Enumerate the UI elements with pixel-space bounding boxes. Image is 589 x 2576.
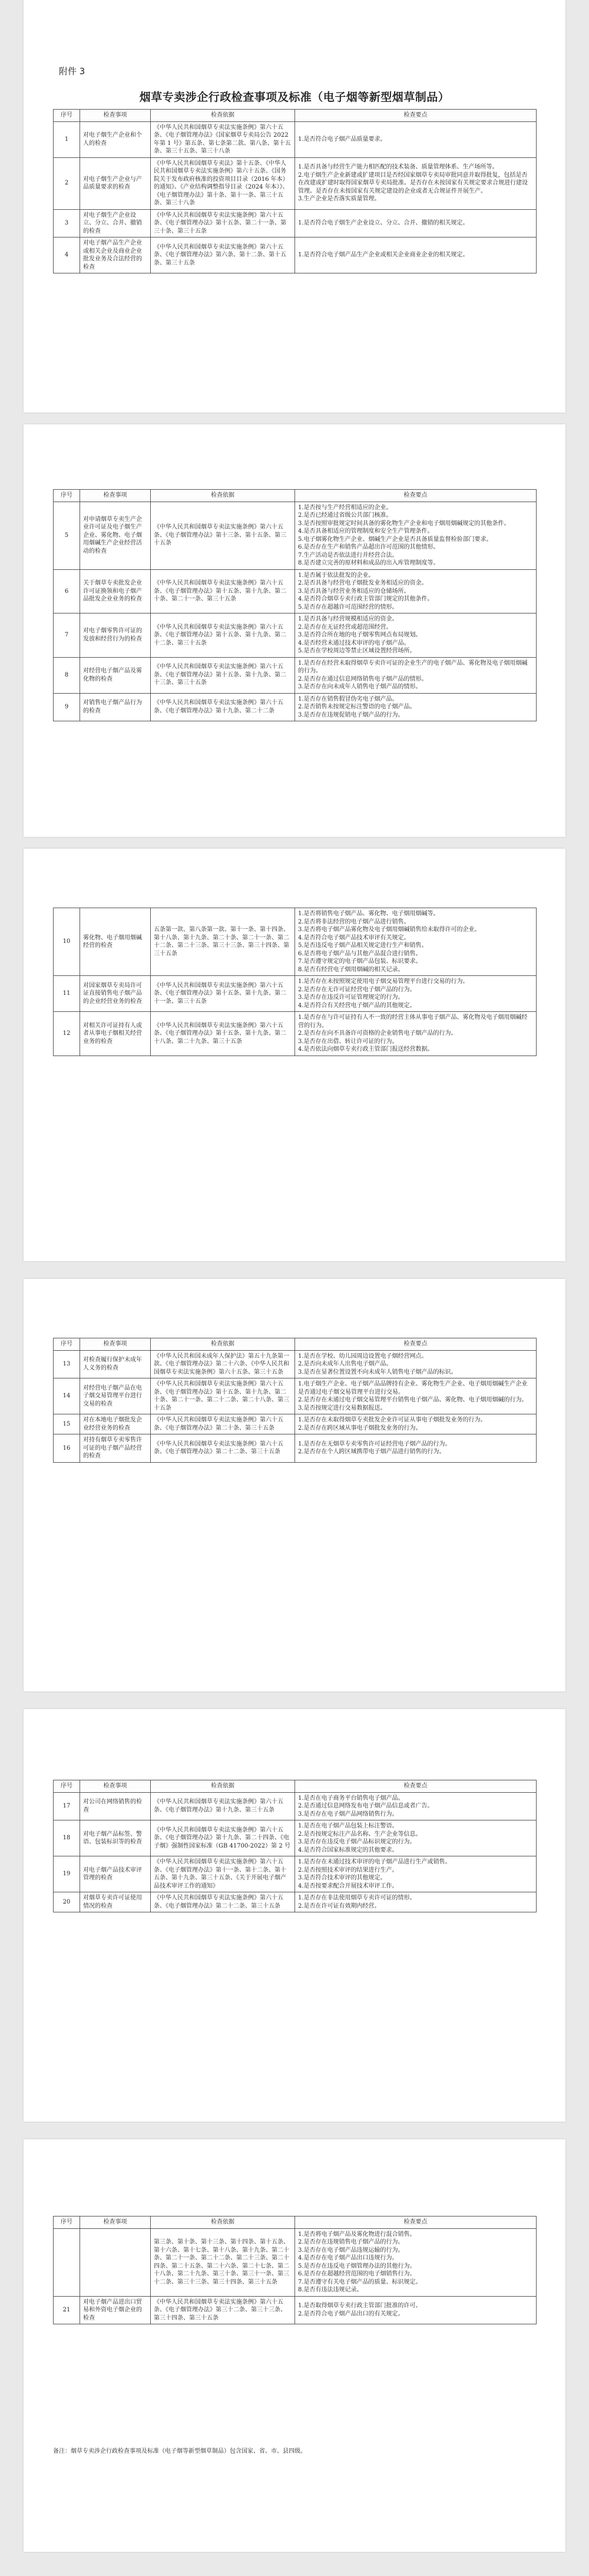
inspection-item: 对电子烟生产企业与产品质量要求的检查 <box>80 157 151 209</box>
inspection-point: 3.是否存在违反许可证管理规定的行为。 <box>298 994 404 1001</box>
inspection-point: 7.是否遵守规定的电子烟产品包装、标识要求。 <box>298 958 422 965</box>
header-points: 检查要点 <box>295 1338 537 1351</box>
inspection-point: 2.电子烟生产企业新建或扩建项目是否经国家烟草专卖局审批同意并取得批复，包括是否在改建或扩建时取得国家烟草专卖局批准。是否存在未按国家有关规定要求合规进行建设管理。是否存在未按国家有关规定建设的企业或者无合规证件开展生产。 <box>298 171 528 194</box>
inspection-basis: 《中华人民共和国烟草专卖法实施条例》第六十五条、《电子烟管理办法》第十五条、第十九条、第二十一条、第三十五条 <box>151 976 295 1012</box>
inspection-table <box>53 1780 537 1912</box>
inspection-points <box>295 121 537 157</box>
inspection-item: 对国家烟草专卖局许可证直接销售电子烟产品的企业经营业务的检查 <box>80 976 151 1012</box>
header-basis: 检查依据 <box>151 110 295 122</box>
inspection-point: 2.是否存在违规销售电子烟产品的行为。 <box>298 2239 404 2245</box>
inspection-point: 3.是否将电子烟产品雾化物及电子烟用烟碱销售给未取得许可的企业。 <box>298 926 481 933</box>
inspection-item: 对烟草专卖许可证使用情况的检查 <box>80 1892 151 1912</box>
inspection-point: 2.是否向未成年人出售电子烟产品。 <box>298 1361 392 1367</box>
attachment-label: 附件 3 <box>59 66 85 77</box>
table-row <box>54 1414 537 1434</box>
inspection-item: 对电子烟产品技术审评管理的检查 <box>80 1856 151 1892</box>
header-no: 序号 <box>54 110 80 122</box>
inspection-point: 2.是否具备与经营电子烟批发业务相适应的资金。 <box>298 580 428 586</box>
inspection-basis: 《中华人民共和国烟草专卖法实施条例》第六十五条、《电子烟管理办法》第六条、第十二条、第十五条、第三十五条 <box>151 238 295 273</box>
table-row <box>54 209 537 238</box>
inspection-item: 对经营电子烟产品在电子烟交易管理平台进行交易的检查 <box>80 1378 151 1414</box>
inspection-points <box>295 976 537 1012</box>
inspection-point: 5.是否在学校周边等禁止区域设置经营场所。 <box>298 648 416 654</box>
inspection-basis: 五条第一款、第八条第一款、第十一条、第十四条、第十八条、第十九条、第二十条、第二十一条、第二十二条、第二十三条、第三十三条、第三十四条、第三十五条 <box>151 908 295 976</box>
inspection-point: 1.是否存在经营未取得烟草专卖许可证的企业生产的电子烟产品、雾化物及电子烟用烟碱的行为。 <box>298 659 528 674</box>
inspection-points <box>295 1350 537 1378</box>
inspection-points <box>295 209 537 238</box>
table-row <box>54 157 537 209</box>
inspection-point: 3.生产企业是否落实质量管理。 <box>298 196 380 203</box>
inspection-basis: 《中华人民共和国烟草专卖法实施条例》第六十五条、《电子烟管理办法》《国家烟草专卖局公告 2022 年第 1 号》第五条、第七条第二款、第八条、第十五条、第三十五条、第三十八条 <box>151 121 295 157</box>
inspection-points <box>295 569 537 614</box>
inspection-point: 6.是否存在生产和销售产品超出许可范围的其他情形。 <box>298 544 439 550</box>
inspection-point: 3.是否存在电子烟产品违规运输的行为。 <box>298 2247 404 2254</box>
table-row <box>54 1856 537 1892</box>
inspection-point: 2.是否存在个人跨区域携带电子烟产品进行销售的行为。 <box>298 1449 445 1456</box>
inspection-point: 6.是否存在超越经营范围的电子烟销售行为。 <box>298 2271 416 2277</box>
inspection-point: 2.是否符合电子烟产品出口的有关规定。 <box>298 2310 404 2317</box>
inspection-point: 3.是否存在出借、转让许可证的行为。 <box>298 1038 398 1045</box>
header-item: 检查事项 <box>80 490 151 502</box>
row-number: 15 <box>54 1414 80 1434</box>
inspection-point: 5.是否存在违反电子烟管理办法的其他行为。 <box>298 2262 416 2270</box>
inspection-basis: 《中华人民共和国烟草专卖法实施条例》第六十五条、《电子烟管理办法》第十九条、第二十二条 <box>151 693 295 721</box>
table-row <box>54 693 537 721</box>
inspection-point: 2.是否存在未通过电子烟交易管理平台销售电子烟产品、雾化物、电子烟用烟碱的行为。 <box>298 1397 528 1403</box>
inspection-point: 2.是否在许可证有效期内经营。 <box>298 1902 380 1909</box>
inspection-basis: 《中华人民共和国烟草专卖法实施条例》第六十五条、《电子烟管理办法》第三十二条、第三十三条、第三十四条、第三十五条 <box>151 2296 295 2324</box>
row-number: 17 <box>54 1792 80 1820</box>
inspection-item: 对公司在网络销售的检查 <box>80 1792 151 1820</box>
inspection-point: 8.是否建立完善的原材料和成品的出入库管理制度等。 <box>298 560 439 566</box>
table-row <box>54 502 537 569</box>
inspection-item: 对在本地电子烟批发企业经营业务的检查 <box>80 1414 151 1434</box>
inspection-point: 3.是否存在违反电子烟产品标识规定的行为。 <box>298 1839 416 1845</box>
inspection-point: 1.是否存在销售假冒伪劣电子烟产品。 <box>298 695 398 702</box>
inspection-point: 1.是否属于依法批发的企业。 <box>298 572 375 579</box>
table-row <box>54 1792 537 1820</box>
inspection-item: 对电子烟生产企业设立、分立、合并、撤销的检查 <box>80 209 151 238</box>
inspection-table <box>53 1338 537 1463</box>
row-number: 21 <box>54 2296 80 2324</box>
inspection-point: 1.是否符合电子烟产品生产企业或相关企业商业企业的相关规定。 <box>298 252 469 259</box>
inspection-point: 4.是否按要求配合开展技术审评工作。 <box>298 1882 398 1889</box>
inspection-point: 2.是否按规定标注产品名称、生产企业等信息。 <box>298 1830 422 1838</box>
inspection-basis: 《中华人民共和国烟草专卖法实施条例》第六十五条、《电子烟管理办法》第二十条、第三十五条 <box>151 1414 295 1434</box>
inspection-point: 4.是否存在电子烟产品出口违规行为。 <box>298 2255 398 2261</box>
table-row <box>54 657 537 693</box>
inspection-point: 1.是否存在与许可证持有人不一致的经营主体从事电子烟产品、雾化物及电子烟用烟碱经营的行为。 <box>298 1014 528 1029</box>
row-number: 18 <box>54 1820 80 1856</box>
inspection-basis: 《中华人民共和国烟草专卖法实施条例》第六十五条、《电子烟管理办法》第二十二条、第三十五条 <box>151 1434 295 1463</box>
inspection-point: 1.是否符合电子烟产品质量要求。 <box>298 136 386 143</box>
row-number: 19 <box>54 1856 80 1892</box>
table-row <box>54 1378 537 1414</box>
inspection-basis: 《中华人民共和国烟草专卖法实施条例》第六十五条、《电子烟管理办法》第二十二条、第三十五条 <box>151 1892 295 1912</box>
inspection-basis: 《中华人民共和国未成年人保护法》第五十九条第一款、《电子烟管理办法》第二十六条、《中华人民共和国烟草专卖法实施条例》第六十五条、第三十五条 <box>151 1350 295 1378</box>
row-number: 1 <box>54 121 80 157</box>
inspection-point: 3.是否在显著位置设置不向未成年人销售电子烟产品的标识。 <box>298 1368 457 1376</box>
row-number: 6 <box>54 569 80 614</box>
inspection-basis: 《中华人民共和国烟草专卖法实施条例》第六十五条、《电子烟管理办法》第十九条、第二十四条、《电子烟》强制性国家标准（GB 41700-2022）第 2 号 <box>151 1820 295 1856</box>
inspection-point: 4.是否符合烟草专卖行政主管部门规定的其他条件。 <box>298 596 434 602</box>
inspection-basis: 《中华人民共和国烟草专卖法实施条例》第六十五条、《电子烟管理办法》第十三条、第十五条、第三十五条 <box>151 502 295 569</box>
inspection-points <box>295 657 537 693</box>
inspection-basis: 《中华人民共和国烟草专卖法实施条例》第六十五条、《电子烟管理办法》第十五条、第十九条、第二十条、第二十一条、第三十五条 <box>151 569 295 614</box>
row-number: 12 <box>54 1012 80 1056</box>
inspection-item: 关于烟草专卖批发企业许可证换领和电子烟产品批发企业业务的检查 <box>80 569 151 614</box>
inspection-points <box>295 1856 537 1892</box>
inspection-point: 5.是否违反电子烟产品相关规定进行生产和销售。 <box>298 942 428 949</box>
inspection-point: 3.是否存在违规促销电子烟产品的行为。 <box>298 711 404 718</box>
inspection-basis: 《中华人民共和国烟草专卖法实施条例》第六十五条、《电子烟管理办法》第十五条、第十九条、第二十三条、第三十五条 <box>151 657 295 693</box>
table-row <box>54 614 537 658</box>
inspection-points <box>295 1434 537 1463</box>
inspection-point: 2.是否将非法经营的电子烟产品进行销售。 <box>298 918 410 925</box>
header-points: 检查要点 <box>295 490 537 502</box>
inspection-points <box>295 614 537 658</box>
inspection-point: 1.是否在电子烟产品包装上标注警语。 <box>298 1823 398 1829</box>
inspection-points <box>295 2296 537 2324</box>
document-page-3 <box>24 849 565 1261</box>
table-row <box>54 121 537 157</box>
inspection-point: 1.是否将电子烟产品及雾化物进行混合销售。 <box>298 2231 416 2238</box>
document-page-4 <box>24 1279 565 1691</box>
inspection-point: 1.是否存在无烟草专卖零售许可证经营电子烟产品的行为。 <box>298 1440 451 1447</box>
row-number: 4 <box>54 238 80 273</box>
header-item: 检查事项 <box>80 2217 151 2229</box>
inspection-points <box>295 1792 537 1820</box>
table-row <box>54 1434 537 1463</box>
inspection-item: 对电子烟产品标签、警语、包装标识等的检查 <box>80 1820 151 1856</box>
inspection-table <box>53 489 537 721</box>
inspection-basis: 《中华人民共和国烟草专卖法实施条例》第六十五条、《电子烟管理办法》第十五条、第十九条、第二十条、第二十一条、第二十二条、第二十八条、第三十五条 <box>151 1378 295 1414</box>
inspection-item: 雾化物、电子烟用烟碱经营的检查 <box>80 908 151 976</box>
inspection-item: 对电子烟零售许可证的发放和经营行为的检查 <box>80 614 151 658</box>
inspection-item: 对申请烟草专卖生产企业许可证及电子烟生产企业、雾化物、电子烟用烟碱生产企业经营活动的检查 <box>80 502 151 569</box>
inspection-point: 1.是否存在非法使用烟草专卖许可证的情形。 <box>298 1895 416 1901</box>
inspection-item: 对经营电子烟产品及雾化物的检查 <box>80 657 151 693</box>
inspection-points <box>295 157 537 209</box>
inspection-basis: 《中华人民共和国烟草专卖法实施条例》第六十五条、《电子烟管理办法》第十五条、第十九条、第二十八条、第二十九条、第三十五条 <box>151 1012 295 1056</box>
inspection-point: 2.是否通过信息网络发布电子烟产品信息或者广告。 <box>298 1803 434 1809</box>
header-basis: 检查依据 <box>151 1338 295 1351</box>
inspection-point: 1.是否存在未按照规定使用电子烟交易管理平台进行交易的行为。 <box>298 978 469 985</box>
inspection-item <box>80 2228 151 2296</box>
row-number <box>54 2228 80 2296</box>
inspection-item: 对持有烟草专卖零售许可证的电子烟产品经营的检查 <box>80 1434 151 1463</box>
inspection-point: 8.是否有违法违规记录。 <box>298 2287 363 2293</box>
inspection-points <box>295 1892 537 1912</box>
header-item: 检查事项 <box>80 1338 151 1351</box>
inspection-point: 8.是否有经营电子烟用烟碱的相关记录。 <box>298 966 404 973</box>
footnote: 备注：烟草专卖涉企行政检查事项及标准（电子烟等新型烟草制品）包含国家、省、市、县四级。 <box>53 2448 306 2455</box>
inspection-points <box>295 693 537 721</box>
inspection-point: 7.生产活动是否依法进行并经营合法。 <box>298 552 398 559</box>
inspection-table <box>53 109 537 273</box>
header-no: 序号 <box>54 2217 80 2229</box>
inspection-item: 对电子烟产品生产企业或相关企业及商业企业批发业务及合法经营的检查 <box>80 238 151 273</box>
inspection-point: 2.是否存在向不具备许可资格的企业销售电子烟产品的行为。 <box>298 1030 457 1037</box>
inspection-points <box>295 2228 537 2296</box>
header-item: 检查事项 <box>80 110 151 122</box>
row-number: 9 <box>54 693 80 721</box>
row-number: 8 <box>54 657 80 693</box>
header-points: 检查要点 <box>295 110 537 122</box>
inspection-point: 4.是否符合国家标准规定的其他要求。 <box>298 1846 398 1853</box>
header-points: 检查要点 <box>295 1780 537 1793</box>
inspection-point: 2.是否销售未按规定标注警语的电子烟产品。 <box>298 704 416 710</box>
inspection-point: 1.是否取得烟草专卖行政主管部门批准的许可。 <box>298 2303 422 2310</box>
inspection-point: 1.是否存在未通过技术审评的电子烟产品进行生产或销售。 <box>298 1859 451 1865</box>
table-row <box>54 2296 537 2324</box>
inspection-item: 对电子烟生产企业和个人的检查 <box>80 121 151 157</box>
inspection-point: 5.是否存在超越许可范围经营的情形。 <box>298 603 398 611</box>
inspection-item: 对相关许可证持有人或者从事电子烟相关经营业务的检查 <box>80 1012 151 1056</box>
inspection-points <box>295 1820 537 1856</box>
inspection-points <box>295 238 537 273</box>
row-number: 10 <box>54 908 80 976</box>
header-basis: 检查依据 <box>151 2217 295 2229</box>
inspection-table <box>53 2216 537 2324</box>
inspection-point: 6.是否将电子烟产品与其他产品混合进行销售。 <box>298 950 422 957</box>
inspection-item: 对检查履行保护未成年人义务的检查 <box>80 1350 151 1378</box>
inspection-point: 1.是否具备与经营规模相适应的资金。 <box>298 616 398 622</box>
inspection-point: 3.是否按照审批规定时间具备的雾化物生产企业和电子烟用烟碱规定的其他条件。 <box>298 520 510 527</box>
row-number: 11 <box>54 976 80 1012</box>
header-points: 检查要点 <box>295 2217 537 2229</box>
table-row <box>54 976 537 1012</box>
inspection-table <box>53 908 537 1056</box>
inspection-basis: 《中华人民共和国烟草专卖法实施条例》第六十五条、《电子烟管理办法》第十五条、第十九条、第二十二条、第三十五条 <box>151 614 295 658</box>
inspection-point: 4.是否符合有关经营电子烟产品的其他规定。 <box>298 1002 416 1009</box>
inspection-point: 3.是否存在电子烟产品网络销售行为。 <box>298 1810 398 1818</box>
table-row <box>54 1820 537 1856</box>
header-no: 序号 <box>54 490 80 502</box>
document-page-5 <box>24 1709 565 2122</box>
row-number: 2 <box>54 157 80 209</box>
inspection-basis: 第三条、第十条、第十三条、第十四条、第十五条、第十六条、第十七条、第十八条、第十九条、第二十条、第二十一条、第二十二条、第二十三条、第二十四条、第二十五条、第二十六条、第二十七条、第二十八条、第二十九条、第三十条、第三十一条、第三十二条、第三十三条、第三十四条、第三十五条 <box>151 2228 295 2296</box>
inspection-point: 1.是否将销售电子烟产品、雾化物、电子烟用烟碱等。 <box>298 911 439 917</box>
inspection-point: 3.是否存在向未成年人销售电子烟产品的情形。 <box>298 684 422 690</box>
inspection-point: 4.是否具备相适应的管理制度和安全生产管理条件。 <box>298 528 434 535</box>
inspection-point: 2.是否存在无许可证经营电子烟产品的行为。 <box>298 986 416 993</box>
inspection-basis: 《中华人民共和国烟草专卖法实施条例》第六十五条、《电子烟管理办法》第十五条、第二十一条、第三十条、第三十五条 <box>151 209 295 238</box>
row-number: 5 <box>54 502 80 569</box>
inspection-point: 4.是否符合电子烟产品技术审评有关规定。 <box>298 934 410 941</box>
inspection-point: 2.是否存在跨区域从事电子烟批发业务的行为。 <box>298 1424 422 1432</box>
document-page-2 <box>24 424 565 837</box>
row-number: 16 <box>54 1434 80 1463</box>
inspection-point: 1.是否在学校、幼儿园周边设置电子烟经营网点。 <box>298 1353 428 1360</box>
inspection-point: 1.电子烟生产企业、电子烟产品品牌持有企业、雾化物生产企业、电子烟用烟碱生产企业是否通过电子烟交易管理平台进行交易。 <box>298 1381 528 1396</box>
inspection-point: 4.是否经营未通过技术审评的电子烟产品。 <box>298 639 410 647</box>
inspection-point: 3.是否具备与经营业务相适应的仓储场所。 <box>298 588 410 595</box>
inspection-point: 3.是否符合技术审评的其他规定。 <box>298 1875 386 1881</box>
inspection-points <box>295 908 537 976</box>
inspection-point: 1.是否在电子商务平台销售电子烟产品。 <box>298 1795 404 1802</box>
row-number: 20 <box>54 1892 80 1912</box>
inspection-point: 7.是否遵守有关电子烟产品的质量、标识规定。 <box>298 2278 422 2285</box>
inspection-points <box>295 1414 537 1434</box>
table-row <box>54 1350 537 1378</box>
inspection-point: 2.是否已经通过省级公共部门核准。 <box>298 512 392 519</box>
inspection-point: 1.是否按与生产经营相适应的企业。 <box>298 504 392 511</box>
row-number: 14 <box>54 1378 80 1414</box>
header-basis: 检查依据 <box>151 490 295 502</box>
header-item: 检查事项 <box>80 1780 151 1793</box>
inspection-point: 4.是否依法向烟草专卖行政主管部门报送经营数据。 <box>298 1046 434 1053</box>
inspection-point: 2.是否存在无证经营或超范围经营。 <box>298 624 392 631</box>
table-row <box>54 908 537 976</box>
inspection-point: 2.是否存在通过信息网络销售电子烟产品的情形。 <box>298 675 428 682</box>
row-number: 13 <box>54 1350 80 1378</box>
inspection-point: 3.是否符合所在地的电子烟零售网点布局规划。 <box>298 632 422 638</box>
inspection-point: 5.电子烟雾化物生产企业、烟碱生产企业是否具备质量监督检验部门要求。 <box>298 536 492 543</box>
header-basis: 检查依据 <box>151 1780 295 1793</box>
document-title: 烟草专卖涉企行政检查事项及标准（电子烟等新型烟草制品） <box>139 91 450 104</box>
table-row <box>54 238 537 273</box>
inspection-points <box>295 502 537 569</box>
document-page-1 <box>24 0 565 413</box>
inspection-point: 2.是否按照技术审评的结果进行生产。 <box>298 1866 398 1874</box>
inspection-basis: 《中华人民共和国烟草专卖法》第十五条、《中华人民共和国烟草专卖法实施条例》第六十五条、《国务院关于发布政府核准的投资项目目录（2016 年本）的通知》、《产业结构调整指导目录（2024 年本）》、《电子烟管理办法》第十条、第十一条、第三十五条、第三十八条 <box>151 157 295 209</box>
row-number: 3 <box>54 209 80 238</box>
inspection-point: 1.是否符合电子烟生产企业设立、分立、合并、撤销的相关规定。 <box>298 220 469 226</box>
inspection-basis: 《中华人民共和国烟草专卖法实施条例》第六十五条、《电子烟管理办法》第十一条、第十二条、第十五条、第十九条、第三十五条、《关于开展电子烟产品技术审评工作的通知》 <box>151 1856 295 1892</box>
inspection-point: 1.是否存在未取得烟草专卖批发企业许可证从事电子烟批发业务的行为。 <box>298 1417 487 1423</box>
document-page-6 <box>24 2139 565 2552</box>
inspection-point: 3.是否按规定进行交易数据报送。 <box>298 1404 386 1411</box>
inspection-points <box>295 1012 537 1056</box>
header-no: 序号 <box>54 1780 80 1793</box>
table-row <box>54 1892 537 1912</box>
row-number: 7 <box>54 614 80 658</box>
table-row <box>54 2228 537 2296</box>
inspection-points <box>295 1378 537 1414</box>
table-row <box>54 1012 537 1056</box>
inspection-basis: 《中华人民共和国烟草专卖法实施条例》第六十五条、《电子烟管理办法》第十九条、第三十五条 <box>151 1792 295 1820</box>
inspection-item: 对电子烟产品进出口贸易和外资电子烟企业的检查 <box>80 2296 151 2324</box>
header-no: 序号 <box>54 1338 80 1351</box>
inspection-point: 1.是否具备与经营生产能力相匹配的技术装备、质量管理体系、生产场所等。 <box>298 164 498 171</box>
inspection-item: 对销售电子烟产品行为的检查 <box>80 693 151 721</box>
table-row <box>54 569 537 614</box>
